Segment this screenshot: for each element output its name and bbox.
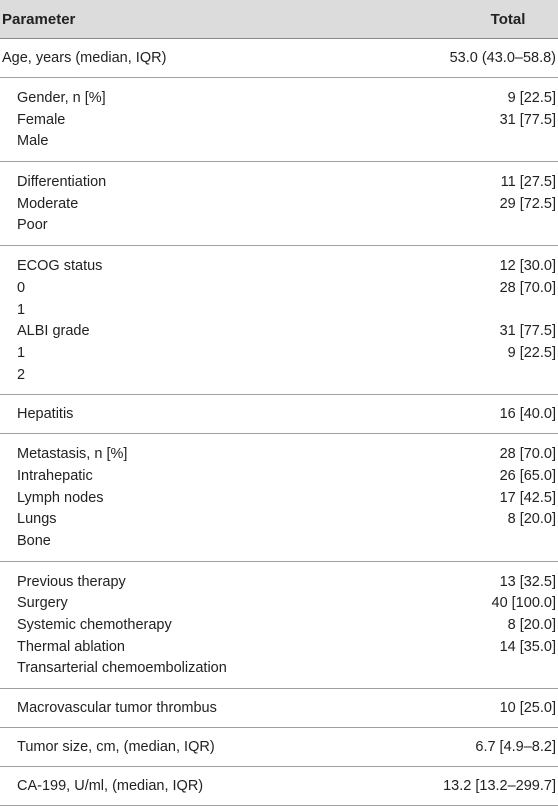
total-value: 11 [27.5]	[500, 172, 556, 194]
total-cell	[500, 88, 558, 153]
table-header	[0, 0, 558, 39]
total-value: 26 [65.0]	[500, 466, 556, 488]
parameter-cell	[0, 700, 500, 716]
parameter-label: Bone	[17, 531, 500, 553]
parameter-cell	[0, 406, 500, 422]
parameter-label: Lymph nodes	[17, 488, 500, 510]
header-total: Total	[458, 11, 558, 28]
parameter-label: Surgery	[17, 593, 492, 615]
parameter-label: Thermal ablation	[17, 637, 492, 659]
age-row	[0, 39, 558, 78]
parameter-label: 1	[17, 300, 500, 322]
total-value: 8 [20.0]	[500, 509, 556, 531]
table-row-group	[0, 434, 558, 561]
parameter-label: ECOG status	[17, 256, 500, 278]
parameter-label: Male	[17, 131, 500, 153]
total-value: 13 [32.5]	[492, 572, 557, 594]
total-value: 28 [70.0]	[500, 278, 556, 300]
total-value: 6.7 [4.9–8.2]	[475, 739, 556, 755]
parameter-label: 0	[17, 278, 500, 300]
header-parameter: Parameter	[0, 11, 458, 28]
parameter-label: Gender, n [%]	[17, 88, 500, 110]
parameter-label: Differentiation	[17, 172, 500, 194]
total-value: 12 [30.0]	[500, 256, 556, 278]
total-cell	[443, 778, 558, 794]
total-value: 8 [20.0]	[492, 615, 557, 637]
parameter-label: CA-199, U/ml, (median, IQR)	[17, 778, 443, 794]
parameter-label: Macrovascular tumor thrombus	[17, 700, 500, 716]
total-value	[500, 300, 556, 322]
total-value: 13.2 [13.2–299.7]	[443, 778, 556, 794]
total-cell	[500, 406, 558, 422]
parameter-label: Moderate	[17, 194, 500, 216]
total-cell	[500, 256, 558, 386]
table-row-group	[0, 162, 558, 246]
parameter-label: Transarterial chemoembolization	[17, 658, 492, 680]
parameter-label: Tumor size, cm, (median, IQR)	[17, 739, 475, 755]
table-row-group	[0, 246, 558, 395]
total-value: 28 [70.0]	[500, 444, 556, 466]
table-row-group	[0, 767, 558, 806]
parameter-cell	[0, 572, 492, 680]
table-row-group	[0, 78, 558, 162]
table-row-group	[0, 689, 558, 728]
total-value: 9 [22.5]	[500, 88, 556, 110]
parameter-cell	[0, 739, 475, 755]
table-row-group	[0, 728, 558, 767]
total-value: 14 [35.0]	[492, 637, 557, 659]
parameter-label: 1	[17, 343, 500, 365]
total-value: 10 [25.0]	[500, 700, 556, 716]
total-value: 16 [40.0]	[500, 406, 556, 422]
table-row-group	[0, 562, 558, 689]
total-cell	[475, 739, 558, 755]
parameter-label: Poor	[17, 215, 500, 237]
parameter-cell	[0, 778, 443, 794]
total-value: 31 [77.5]	[500, 321, 556, 343]
total-cell	[500, 700, 558, 716]
parameter-cell	[0, 88, 500, 153]
parameter-label: Systemic chemotherapy	[17, 615, 492, 637]
table-row-group	[0, 395, 558, 434]
age-value: 53.0 (43.0–58.8)	[450, 50, 558, 66]
parameter-label: Previous therapy	[17, 572, 492, 594]
total-value: 31 [77.5]	[500, 110, 556, 132]
parameter-label: Metastasis, n [%]	[17, 444, 500, 466]
parameter-label: Female	[17, 110, 500, 132]
total-value: 40 [100.0]	[492, 593, 557, 615]
parameter-cell	[0, 172, 500, 237]
parameter-label: Intrahepatic	[17, 466, 500, 488]
parameter-label: ALBI grade	[17, 321, 500, 343]
parameter-label: Lungs	[17, 509, 500, 531]
parameter-cell	[0, 256, 500, 386]
parameter-cell	[0, 444, 500, 552]
total-value: 9 [22.5]	[500, 343, 556, 365]
age-label: Age, years (median, IQR)	[0, 50, 450, 66]
total-value: 17 [42.5]	[500, 488, 556, 510]
parameter-label: Hepatitis	[17, 406, 500, 422]
total-cell	[500, 172, 558, 237]
total-cell	[500, 444, 558, 552]
total-cell	[492, 572, 558, 680]
total-value: 29 [72.5]	[500, 194, 556, 216]
parameter-label: 2	[17, 365, 500, 387]
